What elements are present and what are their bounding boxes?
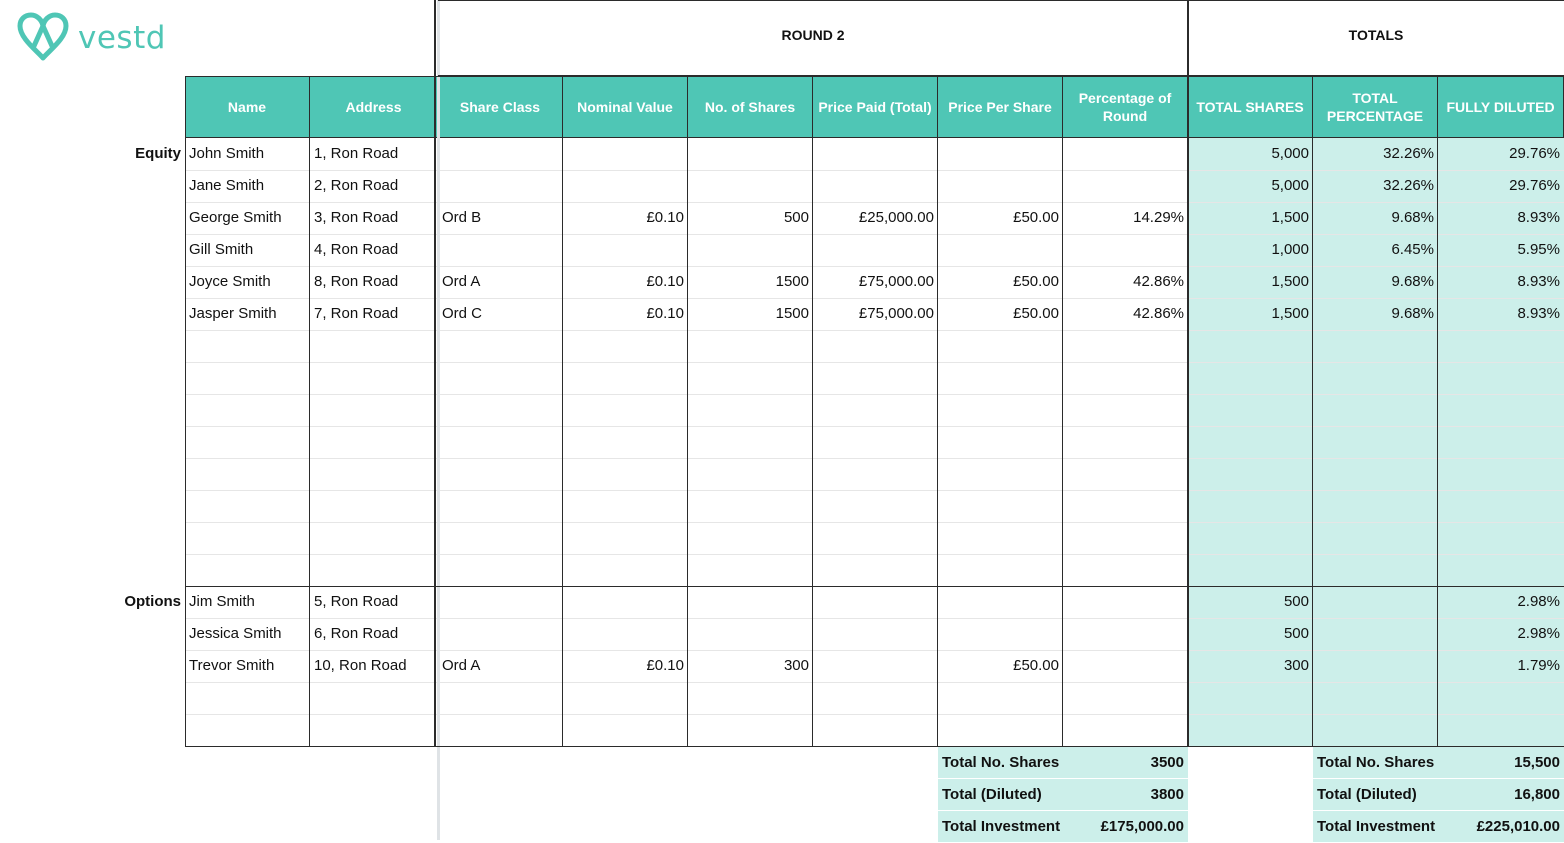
cell-total-percentage[interactable]: 9.68% — [1391, 273, 1434, 290]
group-label-equity: Equity — [135, 145, 181, 162]
summary-label: Total Investment — [942, 818, 1061, 835]
cell-total-shares[interactable]: 1,500 — [1271, 305, 1309, 322]
group-label-options: Options — [124, 593, 181, 610]
cell-fully-diluted[interactable]: 29.76% — [1509, 177, 1560, 194]
summary-value: £175,000.00 — [1100, 818, 1184, 835]
cell-name[interactable]: Jasper Smith — [189, 305, 277, 322]
header-nominal-value: Nominal Value — [563, 76, 688, 138]
cell-address[interactable]: 2, Ron Road — [314, 177, 399, 194]
cell-total-percentage[interactable]: 32.26% — [1383, 145, 1434, 162]
cell-share-class[interactable]: Ord B — [442, 209, 482, 226]
round-title: ROUND 2 — [781, 27, 845, 43]
cell-name[interactable]: George Smith — [189, 209, 282, 226]
header-price-paid-total: Price Paid (Total) — [813, 76, 938, 138]
summary-label: Total No. Shares — [1317, 754, 1435, 771]
cell-address[interactable]: 4, Ron Road — [314, 241, 399, 258]
summary-label: Total (Diluted) — [1317, 786, 1417, 803]
cell-nominal-value[interactable]: £0.10 — [646, 273, 684, 290]
summary-value: £225,010.00 — [1476, 818, 1560, 835]
cell-address[interactable]: 1, Ron Road — [314, 145, 399, 162]
cell-address[interactable]: 5, Ron Road — [314, 593, 399, 610]
cell-total-shares[interactable]: 5,000 — [1271, 177, 1309, 194]
totals-title: TOTALS — [1348, 27, 1404, 43]
summary-value: 3800 — [1150, 786, 1184, 803]
cell-fully-diluted[interactable]: 8.93% — [1517, 209, 1560, 226]
cell-nominal-value[interactable]: £0.10 — [646, 305, 684, 322]
header-no-of-shares: No. of Shares — [688, 76, 813, 138]
cell-fully-diluted[interactable]: 2.98% — [1517, 625, 1560, 642]
cell-price-per-share[interactable]: £50.00 — [1013, 209, 1059, 226]
cell-fully-diluted[interactable]: 1.79% — [1517, 657, 1560, 674]
cell-no-of-shares[interactable]: 500 — [783, 209, 809, 226]
cell-share-class[interactable]: Ord C — [442, 305, 483, 322]
cell-name[interactable]: Jane Smith — [189, 177, 265, 194]
cell-price-per-share[interactable]: £50.00 — [1013, 273, 1059, 290]
cell-address[interactable]: 10, Ron Road — [314, 657, 407, 674]
summary-label: Total Investment — [1317, 818, 1436, 835]
cell-percentage-of-round[interactable]: 42.86% — [1133, 273, 1184, 290]
summary-value: 3500 — [1150, 754, 1184, 771]
cell-share-class[interactable]: Ord A — [442, 657, 481, 674]
cell-fully-diluted[interactable]: 2.98% — [1517, 593, 1560, 610]
cell-no-of-shares[interactable]: 300 — [783, 657, 809, 674]
cell-address[interactable]: 8, Ron Road — [314, 273, 399, 290]
cell-share-class[interactable]: Ord A — [442, 273, 481, 290]
cell-total-percentage[interactable]: 9.68% — [1391, 209, 1434, 226]
cell-total-shares[interactable]: 500 — [1283, 625, 1309, 642]
cell-total-shares[interactable]: 1,000 — [1271, 241, 1309, 258]
cell-price-per-share[interactable]: £50.00 — [1013, 305, 1059, 322]
header-total-shares: TOTAL SHARES — [1188, 76, 1313, 138]
cell-name[interactable]: John Smith — [189, 145, 265, 162]
cell-fully-diluted[interactable]: 8.93% — [1517, 305, 1560, 322]
header-percentage-of-round: Percentage of Round — [1063, 76, 1188, 138]
cell-fully-diluted[interactable]: 5.95% — [1517, 241, 1560, 258]
cell-name[interactable]: Trevor Smith — [189, 657, 275, 674]
cell-name[interactable]: Gill Smith — [189, 241, 254, 258]
summary-label: Total (Diluted) — [942, 786, 1042, 803]
cell-fully-diluted[interactable]: 29.76% — [1509, 145, 1560, 162]
header-name: Name — [185, 76, 310, 138]
cell-address[interactable]: 3, Ron Road — [314, 209, 399, 226]
cell-total-percentage[interactable]: 32.26% — [1383, 177, 1434, 194]
cell-no-of-shares[interactable]: 1500 — [775, 273, 809, 290]
cell-price-per-share[interactable]: £50.00 — [1013, 657, 1059, 674]
cell-address[interactable]: 6, Ron Road — [314, 625, 399, 642]
cell-percentage-of-round[interactable]: 42.86% — [1133, 305, 1184, 322]
cell-price-paid-total[interactable]: £25,000.00 — [858, 209, 934, 226]
header-address: Address — [310, 76, 438, 138]
cell-fully-diluted[interactable]: 8.93% — [1517, 273, 1560, 290]
summary-label: Total No. Shares — [942, 754, 1060, 771]
cell-total-percentage[interactable]: 9.68% — [1391, 305, 1434, 322]
cell-total-percentage[interactable]: 6.45% — [1391, 241, 1434, 258]
cell-total-shares[interactable]: 500 — [1283, 593, 1309, 610]
cell-nominal-value[interactable]: £0.10 — [646, 657, 684, 674]
cell-no-of-shares[interactable]: 1500 — [775, 305, 809, 322]
cell-price-paid-total[interactable]: £75,000.00 — [858, 273, 934, 290]
header-share-class: Share Class — [438, 76, 563, 138]
cell-percentage-of-round[interactable]: 14.29% — [1133, 209, 1184, 226]
cell-nominal-value[interactable]: £0.10 — [646, 209, 684, 226]
cell-total-shares[interactable]: 1,500 — [1271, 209, 1309, 226]
cell-total-shares[interactable]: 5,000 — [1271, 145, 1309, 162]
cell-name[interactable]: Joyce Smith — [189, 273, 271, 290]
summary-value: 16,800 — [1514, 786, 1560, 803]
header-fully-diluted: FULLY DILUTED — [1438, 76, 1564, 138]
cell-price-paid-total[interactable]: £75,000.00 — [858, 305, 934, 322]
cell-name[interactable]: Jessica Smith — [189, 625, 282, 642]
cell-name[interactable]: Jim Smith — [189, 593, 255, 610]
cell-total-shares[interactable]: 1,500 — [1271, 273, 1309, 290]
header-price-per-share: Price Per Share — [938, 76, 1063, 138]
cell-address[interactable]: 7, Ron Road — [314, 305, 399, 322]
header-total-percentage: TOTAL PERCENTAGE — [1313, 76, 1438, 138]
cell-total-shares[interactable]: 300 — [1283, 657, 1309, 674]
summary-value: 15,500 — [1514, 754, 1560, 771]
vestd-logo-text: vestd — [78, 20, 166, 56]
